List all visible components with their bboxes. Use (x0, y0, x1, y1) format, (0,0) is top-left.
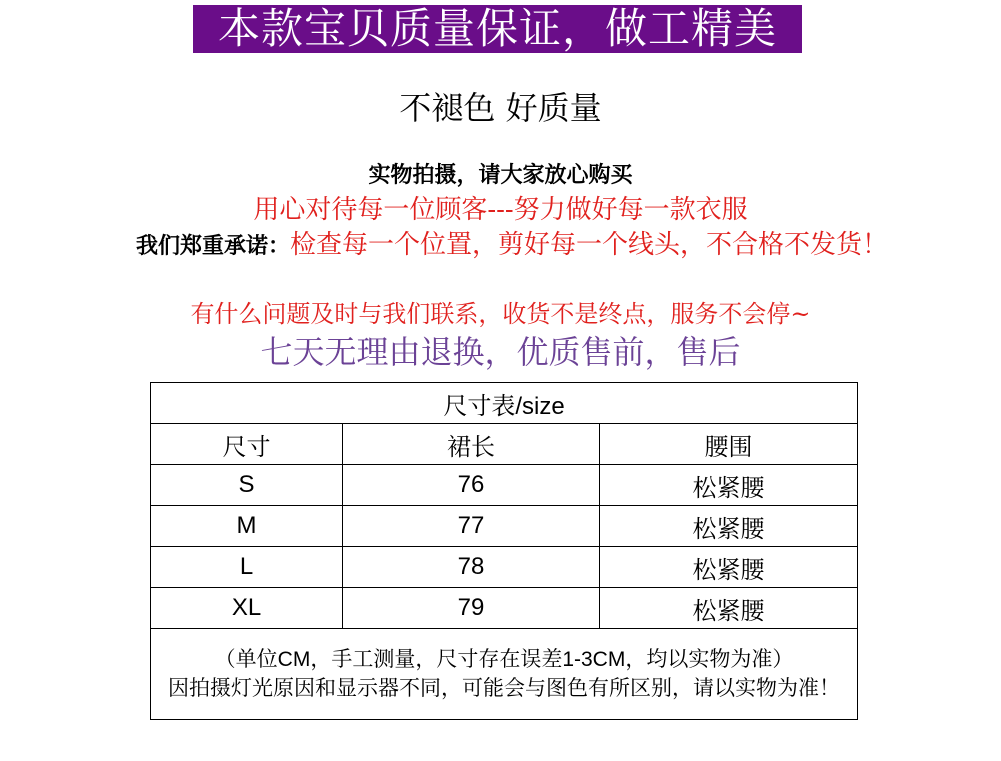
contact-line: 有什么问题及时与我们联系，收货不是终点，服务不会停~ (190, 300, 811, 328)
cell-size: L (151, 547, 343, 588)
cell-length: 78 (343, 547, 600, 588)
size-table-title: 尺寸表/size (151, 383, 858, 424)
size-table-note-row (151, 629, 858, 720)
size-table-note (151, 629, 858, 720)
cell-waist: 松紧腰 (600, 465, 858, 506)
size-table-header-row (151, 424, 858, 465)
table-row (151, 547, 858, 588)
cell-waist: 松紧腰 (600, 588, 858, 629)
table-row (151, 465, 858, 506)
photo-notice: 实物拍摄，请大家放心购买 (368, 162, 633, 188)
measurement-note: （单位CM，手工测量，尺寸存在误差1-3CM，均以实物为准） (214, 648, 794, 671)
header-skirt-length: 裙长 (343, 424, 600, 465)
promise-text: 检查每一个位置，剪好每一个线头，不合格不发货！ (290, 230, 889, 260)
cell-length: 79 (343, 588, 600, 629)
cell-waist: 松紧腰 (600, 506, 858, 547)
header-size: 尺寸 (151, 424, 343, 465)
table-row (151, 506, 858, 547)
promise-label: 我们郑重承诺： (136, 233, 291, 259)
cell-size: XL (151, 588, 343, 629)
cell-size: S (151, 465, 343, 506)
cell-length: 77 (343, 506, 600, 547)
banner-title: 本款宝贝质量保证，做工精美 (193, 5, 802, 53)
size-table-title-row (151, 383, 858, 424)
header-waist: 腰围 (600, 424, 858, 465)
cell-length: 76 (343, 465, 600, 506)
cell-size: M (151, 506, 343, 547)
size-table (150, 382, 858, 720)
subtitle: 不褪色 好质量 (399, 89, 602, 127)
table-row (151, 588, 858, 629)
care-line: 用心对待每一位顾客---努力做好每一款衣服 (253, 195, 748, 225)
color-disclaimer: 因拍摄灯光原因和显示器不同，可能会与图色有所区别，请以实物为准！ (168, 677, 840, 700)
cell-waist: 松紧腰 (600, 547, 858, 588)
promise-paragraph (30, 228, 966, 263)
return-policy-line: 七天无理由退换，优质售前，售后 (260, 333, 741, 371)
